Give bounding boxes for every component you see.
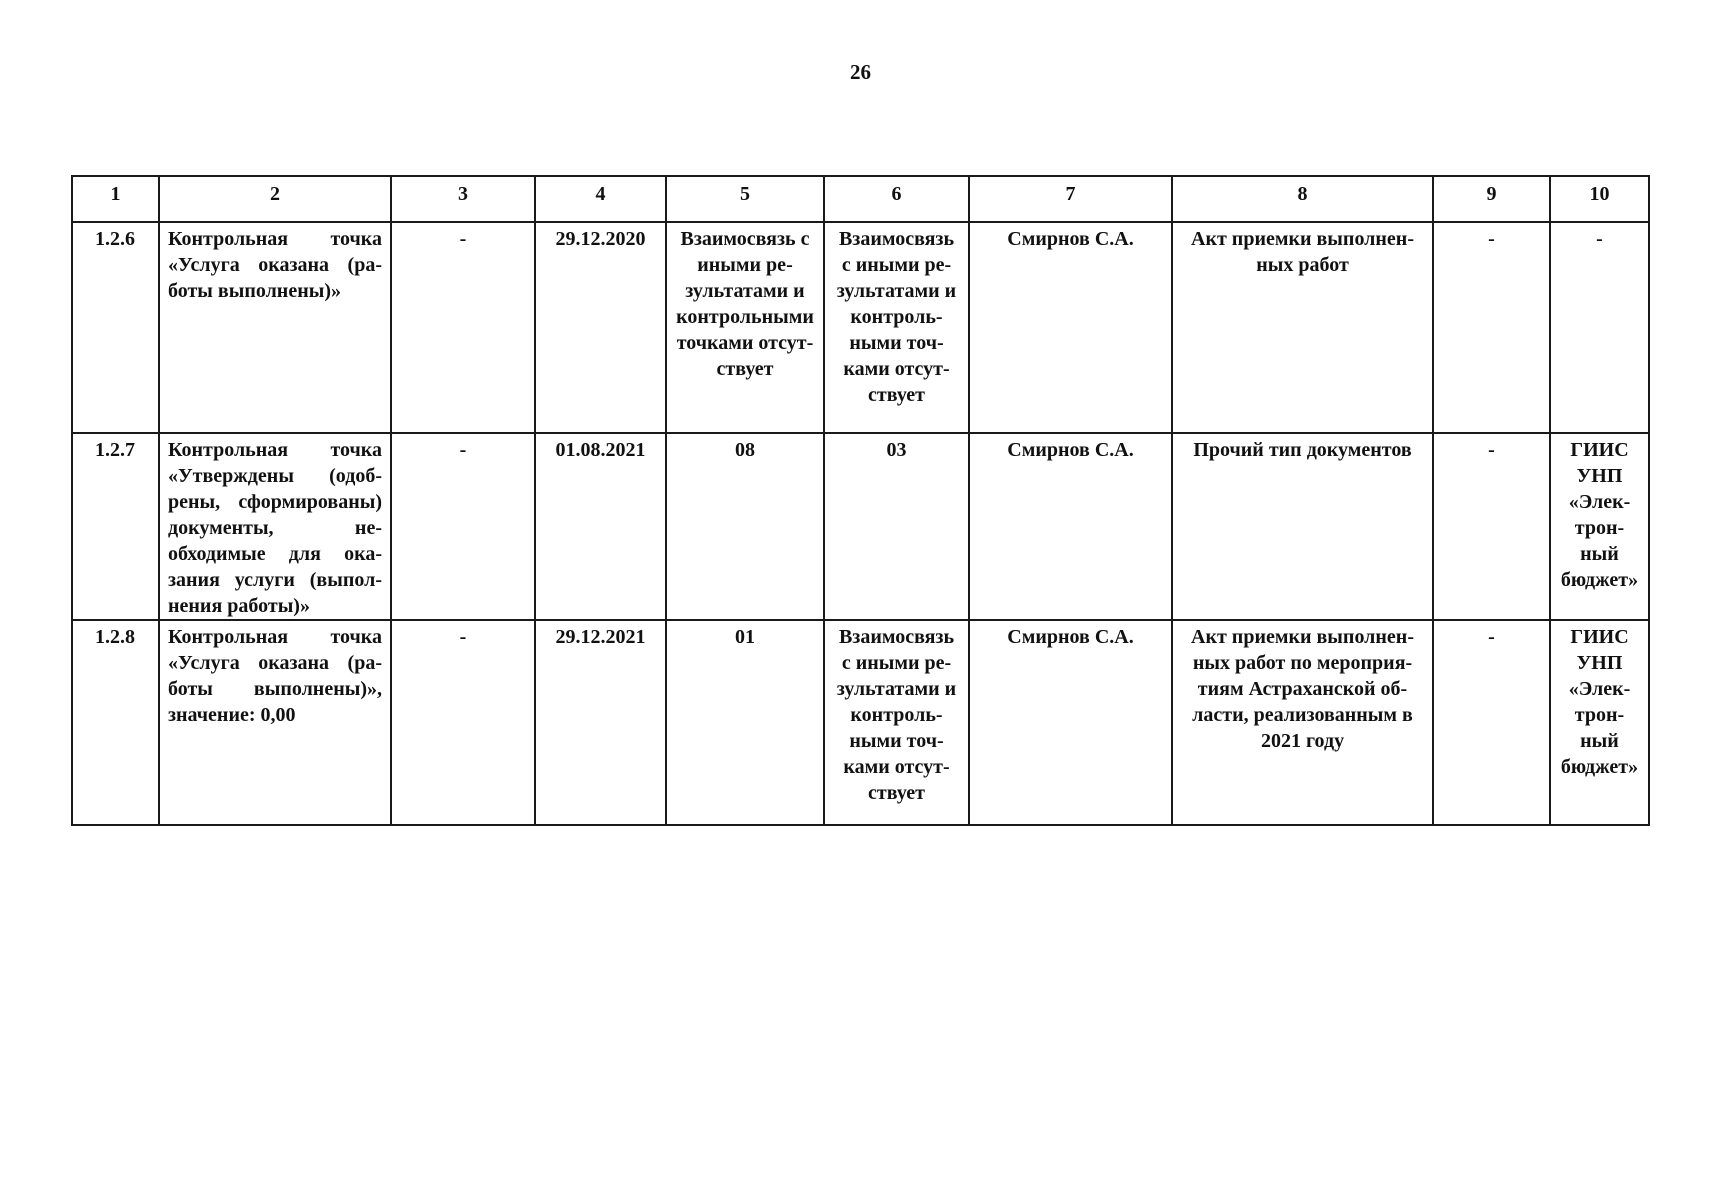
- column-6-cell: Взаимосвязь с иными результатами и контрольными точками отсутствует: [824, 222, 969, 433]
- information-system-cell: ГИИС УНП «Электронный бюджет»: [1550, 433, 1649, 620]
- header-cell: 1: [72, 176, 159, 222]
- column-5-cell: 01: [666, 620, 824, 825]
- header-cell: 2: [159, 176, 391, 222]
- column-5-cell: Взаимосвязь с иными результатами и контрольными точками отсутствует: [666, 222, 824, 433]
- header-cell: 3: [391, 176, 535, 222]
- column-9-cell: -: [1433, 433, 1550, 620]
- header-cell: 10: [1550, 176, 1649, 222]
- date-cell: 01.08.2021: [535, 433, 666, 620]
- control-point-name-cell: Контрольная точка «Утверждены (одобрены, сформированы) документы, необходимые для оказания услуги (выполнения работы)»: [159, 433, 391, 620]
- header-cell: 6: [824, 176, 969, 222]
- control-points-table: [71, 175, 1650, 826]
- row-number-cell: 1.2.6: [72, 222, 159, 433]
- column-3-cell: -: [391, 222, 535, 433]
- column-9-cell: -: [1433, 222, 1550, 433]
- document-type-cell: Прочий тип документов: [1172, 433, 1433, 620]
- header-cell: 5: [666, 176, 824, 222]
- table-row: [72, 433, 1649, 620]
- row-number-cell: 1.2.7: [72, 433, 159, 620]
- responsible-cell: Смирнов С.А.: [969, 433, 1172, 620]
- column-6-cell: 03: [824, 433, 969, 620]
- header-cell: 4: [535, 176, 666, 222]
- table-header-row: [72, 176, 1649, 222]
- column-6-cell: Взаимосвязь с иными результатами и контрольными точками отсутствует: [824, 620, 969, 825]
- document-type-cell: Акт приемки выполненных работ: [1172, 222, 1433, 433]
- document-type-cell: Акт приемки выполненных работ по мероприятиям Астраханской области, реализованным в 2021 году: [1172, 620, 1433, 825]
- column-5-cell: 08: [666, 433, 824, 620]
- header-cell: 7: [969, 176, 1172, 222]
- header-cell: 9: [1433, 176, 1550, 222]
- page-number: 26: [850, 60, 871, 84]
- column-3-cell: -: [391, 433, 535, 620]
- column-3-cell: -: [391, 620, 535, 825]
- column-9-cell: -: [1433, 620, 1550, 825]
- table-row: [72, 222, 1649, 433]
- table-row: [72, 620, 1649, 825]
- responsible-cell: Смирнов С.А.: [969, 222, 1172, 433]
- control-point-name-cell: Контрольная точка «Услуга оказана (работы выполнены)»: [159, 222, 391, 433]
- information-system-cell: ГИИС УНП «Электронный бюджет»: [1550, 620, 1649, 825]
- control-point-name-cell: Контрольная точка «Услуга оказана (работы выполнены)», значение: 0,00: [159, 620, 391, 825]
- date-cell: 29.12.2021: [535, 620, 666, 825]
- date-cell: 29.12.2020: [535, 222, 666, 433]
- information-system-cell: -: [1550, 222, 1649, 433]
- row-number-cell: 1.2.8: [72, 620, 159, 825]
- responsible-cell: Смирнов С.А.: [969, 620, 1172, 825]
- header-cell: 8: [1172, 176, 1433, 222]
